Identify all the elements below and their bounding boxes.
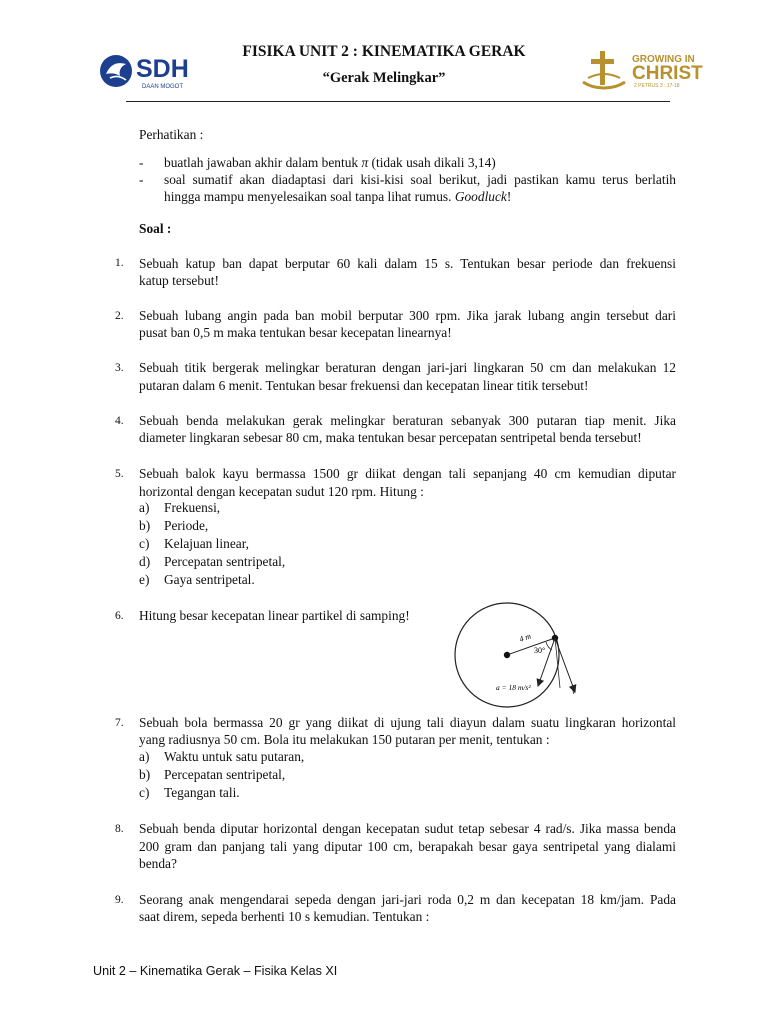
question-8-line-1: Sebuah benda diputar horizontal dengan kecepatan sudut tetap sebesar 4 rad/s. Jika massa benda	[139, 821, 676, 836]
notice-item-2-line-1: soal sumatif akan diadaptasi dari kisi-kisi soal berikut, jadi pastikan kamu terus berlatih	[164, 172, 676, 187]
angle-label: 30°	[534, 646, 546, 655]
question-5-sub-e-label: e)	[139, 572, 150, 587]
question-5-sub-b-label: b)	[139, 518, 151, 533]
question-2-number: 2.	[115, 310, 124, 322]
question-5-sub-d-label: d)	[139, 554, 151, 569]
question-8-line-3: benda?	[139, 856, 177, 871]
question-6-line-1: Hitung besar kecepatan linear partikel di samping!	[139, 608, 410, 623]
radius-label: 4 m	[518, 631, 533, 644]
question-5-sub-a-label: a)	[139, 500, 150, 515]
question-7-number: 7.	[115, 717, 124, 729]
question-4-line-2: diameter lingkaran sebesar 80 cm, maka tentukan besar percepatan sentripetal benda tersebut!	[139, 430, 642, 445]
question-5-sub-c-text: Kelajuan linear,	[164, 536, 249, 551]
center-point	[504, 652, 510, 658]
question-5-number: 5.	[115, 468, 124, 480]
question-7-sub-c-text: Tegangan tali.	[164, 785, 240, 800]
question-1-line-1: Sebuah katup ban dapat berputar 60 kali dalam 15 s. Tentukan besar periode dan frekuensi	[139, 256, 676, 271]
question-3-line-2: putaran dalam 6 menit. Tentukan besar frekuensi dan kecepatan linear titik tersebut!	[139, 378, 589, 393]
acceleration-label: a = 18 m/s²	[496, 683, 531, 692]
question-1-line-2: katup tersebut!	[139, 273, 219, 288]
question-1-number: 1.	[115, 257, 124, 269]
circular-motion-figure	[448, 600, 588, 710]
question-5-sub-d-text: Percepatan sentripetal,	[164, 554, 286, 569]
question-2-line-2: pusat ban 0,5 m maka tentukan besar kecepatan linearnya!	[139, 325, 452, 340]
notice-item-2-line-2-before: hingga mampu menyelesaikan soal tanpa lihat rumus.	[164, 189, 455, 204]
growing-in-christ-logo	[578, 48, 708, 90]
page-title: FISIKA UNIT 2 : KINEMATIKA GERAK	[242, 43, 526, 60]
question-3-number: 3.	[115, 362, 124, 374]
question-6-number: 6.	[115, 610, 124, 622]
question-5-sub-a-text: Frekuensi,	[164, 500, 221, 515]
logo-caption: 2 PETRUS 3 : 17-18	[634, 83, 680, 89]
question-7-sub-a-label: a)	[139, 749, 150, 764]
notice-bullet-2: -	[139, 172, 144, 187]
page-subtitle: “Gerak Melingkar”	[322, 70, 446, 86]
question-7-sub-a-text: Waktu untuk satu putaran,	[164, 749, 305, 764]
question-4-number: 4.	[115, 415, 124, 427]
notice-bullet-1: -	[139, 155, 144, 170]
logo-line-growing: GROWING IN	[632, 54, 695, 65]
notice-item-2-line-2	[164, 188, 676, 206]
pi-symbol: π	[361, 155, 369, 170]
question-5-sub-c-label: c)	[139, 536, 150, 551]
question-9-line-1: Seorang anak mengendarai sepeda dengan jari-jari roda 0,2 m dan kecepatan 18 km/jam. Pada	[139, 892, 676, 907]
question-8-line-2: 200 gram dan panjang tali yang diputar 100 cm, berapakah besar gaya sentripetal yang dialami	[139, 839, 676, 854]
logo-line-christ: CHRIST	[632, 63, 703, 84]
school-logo-caption: DAAN MOGOT	[142, 84, 184, 90]
question-7-sub-b-label: b)	[139, 767, 151, 782]
question-5-line-2: horizontal dengan kecepatan sudut 120 rpm. Hitung :	[139, 484, 424, 499]
question-5-line-1: Sebuah balok kayu bermassa 1500 gr diikat dengan tali sepanjang 40 cm kemudian diputar	[139, 466, 676, 481]
question-7-line-1: Sebuah bola bermassa 20 gr yang diikat di ujung tali diayun dalam suatu lingkaran horizontal	[139, 715, 676, 730]
question-7-line-2: yang radiusnya 50 cm. Bola itu melakukan 150 putaran per menit, tentukan :	[139, 732, 550, 747]
velocity-label: v	[572, 687, 576, 696]
notice-item-1-before: buatlah jawaban akhir dalam bentuk	[164, 155, 362, 170]
question-9-line-2: saat direm, sepeda berhenti 10 s kemudian. Tentukan :	[139, 909, 430, 924]
notice-heading: Perhatikan :	[139, 127, 204, 142]
notice-item-2-line-2-after: !	[506, 189, 512, 204]
question-5-sub-b-text: Periode,	[164, 518, 209, 533]
header-rule	[126, 101, 670, 102]
question-4-line-1: Sebuah benda melakukan gerak melingkar beraturan sebanyak 300 putaran tiap menit. Jika	[139, 413, 676, 428]
page-footer: Unit 2 – Kinematika Gerak – Fisika Kelas XI	[93, 964, 338, 978]
school-logo-text: SDH	[136, 55, 189, 83]
question-3-line-1: Sebuah titik bergerak melingkar beraturan dengan jari-jari lingkaran 50 cm dan melakukan 12	[139, 360, 676, 375]
question-9-number: 9.	[115, 894, 124, 906]
soal-heading: Soal :	[139, 221, 172, 236]
question-5-sub-e-text: Gaya sentripetal.	[164, 572, 255, 587]
question-7-sub-b-text: Percepatan sentripetal,	[164, 767, 286, 782]
question-2-line-1: Sebuah lubang angin pada ban mobil berputar 300 rpm. Jika jarak lubang angin tersebut dari	[139, 308, 676, 323]
question-7-sub-c-label: c)	[139, 785, 150, 800]
notice-item-1-after: (tidak usah dikali 3,14)	[368, 155, 496, 170]
goodluck-text: Goodluck	[454, 189, 507, 204]
question-8-number: 8.	[115, 823, 124, 835]
notice-item-1	[164, 154, 676, 172]
